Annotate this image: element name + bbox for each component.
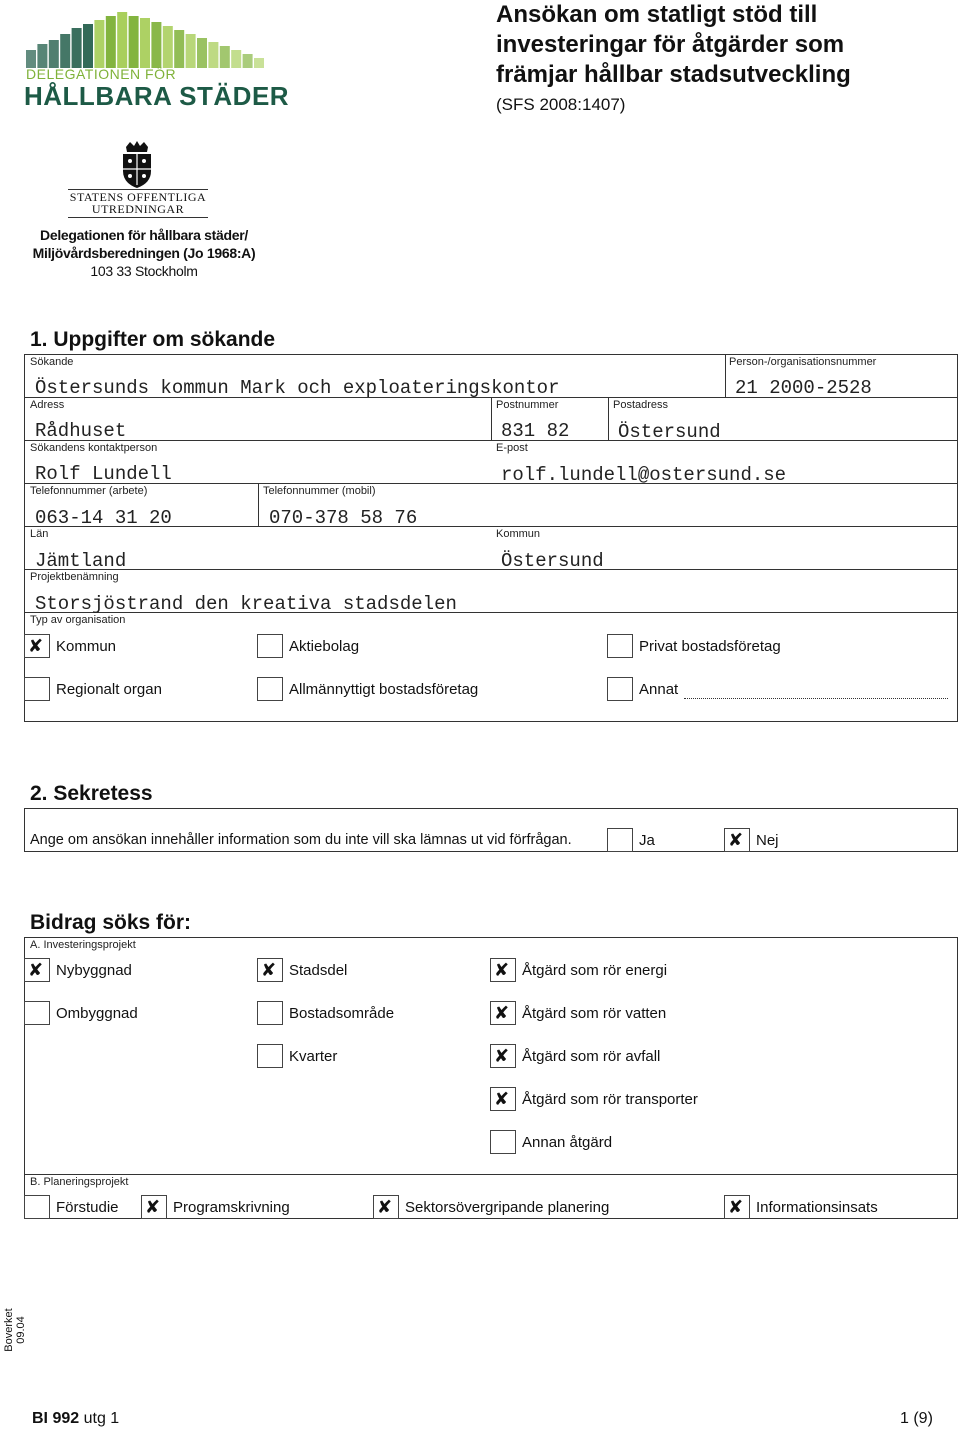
address-line1: Delegationen för hållbara städer/ (40, 227, 248, 243)
col-divider (608, 397, 609, 440)
checkbox-kommun[interactable] (24, 634, 50, 658)
b-planering-label: B. Planeringsprojekt (30, 1176, 129, 1188)
option-label-ja: Ja (639, 832, 655, 849)
checkbox-nej[interactable] (724, 828, 750, 852)
logo-bar (174, 30, 184, 68)
checkbox-aktiebolag[interactable] (257, 634, 283, 658)
adress-field[interactable]: Rådhuset (35, 420, 127, 442)
address-line2: Miljövårdsberedningen (Jo 1968:A) (32, 245, 256, 261)
logo-bars-icon (26, 10, 266, 68)
logo-bar (117, 12, 127, 68)
col-divider (725, 354, 726, 397)
postadress-field[interactable]: Östersund (618, 421, 721, 443)
logo-bar (83, 24, 93, 68)
col-divider (491, 397, 492, 440)
tel-arbete-label: Telefonnummer (arbete) (30, 485, 148, 497)
option-label-bostadsomrade: Bostadsområde (289, 1005, 395, 1022)
kommun-field[interactable]: Östersund (501, 550, 604, 572)
logo-bar (140, 18, 150, 68)
tel-mobil-field[interactable]: 070-378 58 76 (269, 507, 418, 529)
check-mark-icon: ✘ (261, 960, 277, 981)
check-mark-icon: ✘ (728, 1197, 744, 1218)
option-label-regionalt-organ: Regionalt organ (56, 681, 162, 698)
sokande-field[interactable]: Östersunds kommun Mark och exploateringskontor (35, 377, 560, 399)
kommun-label: Kommun (496, 528, 541, 540)
option-label-nybyggnad: Nybyggnad (56, 962, 132, 979)
checkbox-vatten[interactable] (490, 1001, 516, 1025)
logo-bar (37, 44, 47, 68)
epost-label: E-post (496, 442, 528, 454)
option-label-aktiebolag: Aktiebolag (289, 638, 360, 655)
option-label-ombyggnad: Ombyggnad (56, 1005, 138, 1022)
logo-bar (129, 16, 139, 68)
logo-bar (106, 16, 116, 68)
sekretess-question: Ange om ansökan innehåller information som du inte vill ska lämnas ut vid förfrågan. (30, 832, 572, 848)
crest-icon (120, 141, 154, 189)
checkbox-annat[interactable] (607, 677, 633, 701)
adress-label: Adress (30, 399, 65, 411)
checkbox-regionalt-organ[interactable] (24, 677, 50, 701)
option-label-stadsdel: Stadsdel (289, 962, 348, 979)
check-mark-icon: ✘ (728, 830, 744, 851)
annat-text-line[interactable] (684, 698, 948, 699)
checkbox-annan-atgard[interactable] (490, 1130, 516, 1154)
option-label-annat: Annat (639, 681, 679, 698)
check-mark-icon: ✘ (494, 960, 510, 981)
option-label-nej: Nej (756, 832, 779, 849)
logo-bar (72, 28, 82, 68)
option-label-privat-bostadsforetag: Privat bostadsföretag (639, 638, 781, 655)
typ-label: Typ av organisation (30, 614, 126, 626)
logo-bar (254, 58, 264, 68)
checkbox-transporter[interactable] (490, 1087, 516, 1111)
checkbox-energi[interactable] (490, 958, 516, 982)
lan-label: Län (30, 528, 49, 540)
col-divider (258, 483, 259, 526)
check-mark-icon: ✘ (145, 1197, 161, 1218)
option-label-annan-atgard: Annan åtgärd (522, 1134, 613, 1151)
option-label-energi: Åtgärd som rör energi (522, 962, 668, 979)
logo-bar (243, 54, 253, 68)
tel-mobil-label: Telefonnummer (mobil) (263, 485, 376, 497)
title-line-1: Ansökan om statligt stöd till (496, 1, 818, 28)
section2-heading: 2. Sekretess (30, 782, 153, 805)
checkbox-kvarter[interactable] (257, 1044, 283, 1068)
logo-bar (220, 46, 230, 68)
check-mark-icon: ✘ (377, 1197, 393, 1218)
orgnr-label: Person-/organisationsnummer (729, 356, 877, 368)
form-code-number: BI 992 (32, 1410, 80, 1427)
logo-line2: HÅLLBARA STÄDER (24, 81, 290, 111)
row-divider (24, 569, 958, 570)
logo-bar (197, 38, 207, 68)
title-line-3: främjar hållbar stadsutveckling (496, 61, 851, 88)
option-label-avfall: Åtgärd som rör avfall (522, 1048, 661, 1065)
b-section-divider (24, 1174, 958, 1175)
logo-bar (49, 40, 59, 68)
checkbox-bostadsomrade[interactable] (257, 1001, 283, 1025)
section1-heading: 1. Uppgifter om sökande (30, 328, 276, 351)
logo-bar (94, 20, 104, 68)
checkbox-nybyggnad[interactable] (24, 958, 50, 982)
logo-bar (231, 50, 241, 68)
sou-line1: STATENS OFFENTLIGA (69, 190, 207, 204)
postadress-label: Postadress (613, 399, 669, 411)
option-label-sektorsovergripande: Sektorsövergripande planering (405, 1199, 610, 1216)
row-divider (24, 440, 958, 441)
bidrag-heading: Bidrag söks för: (30, 911, 192, 934)
option-label-transporter: Åtgärd som rör transporter (522, 1091, 698, 1108)
checkbox-sektorsovergripande[interactable] (373, 1195, 399, 1219)
epost-field[interactable]: rolf.lundell@ostersund.se (501, 464, 787, 486)
checkbox-ombyggnad[interactable] (24, 1001, 50, 1025)
check-mark-icon: ✘ (28, 636, 44, 657)
logo-bar (186, 34, 196, 68)
check-mark-icon: ✘ (28, 960, 44, 981)
checkbox-allmannyttigt[interactable] (257, 677, 283, 701)
check-mark-icon: ✘ (494, 1089, 510, 1110)
kontakt-field[interactable]: Rolf Lundell (35, 463, 172, 485)
checkbox-avfall[interactable] (490, 1044, 516, 1068)
checkbox-privat-bostadsforetag[interactable] (607, 634, 633, 658)
logo-bar (208, 42, 218, 68)
check-mark-icon: ✘ (494, 1046, 510, 1067)
logo-bar (163, 26, 173, 68)
sou-line2: UTREDNINGAR (91, 202, 185, 216)
page-number: 1 (9) (900, 1410, 933, 1427)
postnummer-field[interactable]: 831 82 (501, 420, 570, 442)
checkbox-programskrivning[interactable] (141, 1195, 167, 1219)
option-label-vatten: Åtgärd som rör vatten (522, 1005, 667, 1022)
check-mark-icon: ✘ (494, 1003, 510, 1024)
form-edition: utg 1 (83, 1410, 120, 1427)
logo-bar (60, 34, 70, 68)
orgnr-field[interactable]: 21 2000-2528 (735, 377, 872, 399)
address-line3: 103 33 Stockholm (90, 263, 198, 279)
projekt-field[interactable]: Storsjöstrand den kreativa stadsdelen (35, 593, 457, 615)
a-investering-label: A. Investeringsprojekt (30, 939, 136, 951)
option-label-forstudie: Förstudie (56, 1199, 119, 1216)
tel-arbete-field[interactable]: 063-14 31 20 (35, 507, 172, 529)
checkbox-ja[interactable] (607, 828, 633, 852)
option-label-allmannyttigt: Allmännyttigt bostadsföretag (289, 681, 479, 698)
option-label-kommun: Kommun (56, 638, 117, 655)
lan-field[interactable]: Jämtland (35, 550, 127, 572)
form-title (496, 0, 936, 90)
kontakt-label: Sökandens kontaktperson (30, 442, 158, 454)
logo-line1: DELEGATIONEN FÖR (26, 66, 177, 82)
sokande-label: Sökande (30, 356, 74, 368)
boverket-side-text: Boverket 09.04 (3, 1308, 27, 1352)
sfs-reference: (SFS 2008:1407) (496, 95, 626, 114)
option-label-kvarter: Kvarter (289, 1048, 338, 1065)
checkbox-informationsinsats[interactable] (724, 1195, 750, 1219)
checkbox-forstudie[interactable] (24, 1195, 50, 1219)
checkbox-stadsdel[interactable] (257, 958, 283, 982)
projekt-label: Projektbenämning (30, 571, 119, 583)
option-label-programskrivning: Programskrivning (173, 1199, 290, 1216)
form-code (32, 1410, 119, 1428)
sou-rule-bottom (68, 217, 208, 218)
logo-bar (151, 22, 161, 68)
postnummer-label: Postnummer (496, 399, 559, 411)
title-line-2: investeringar för åtgärder som (496, 31, 845, 58)
option-label-informationsinsats: Informationsinsats (756, 1199, 878, 1216)
